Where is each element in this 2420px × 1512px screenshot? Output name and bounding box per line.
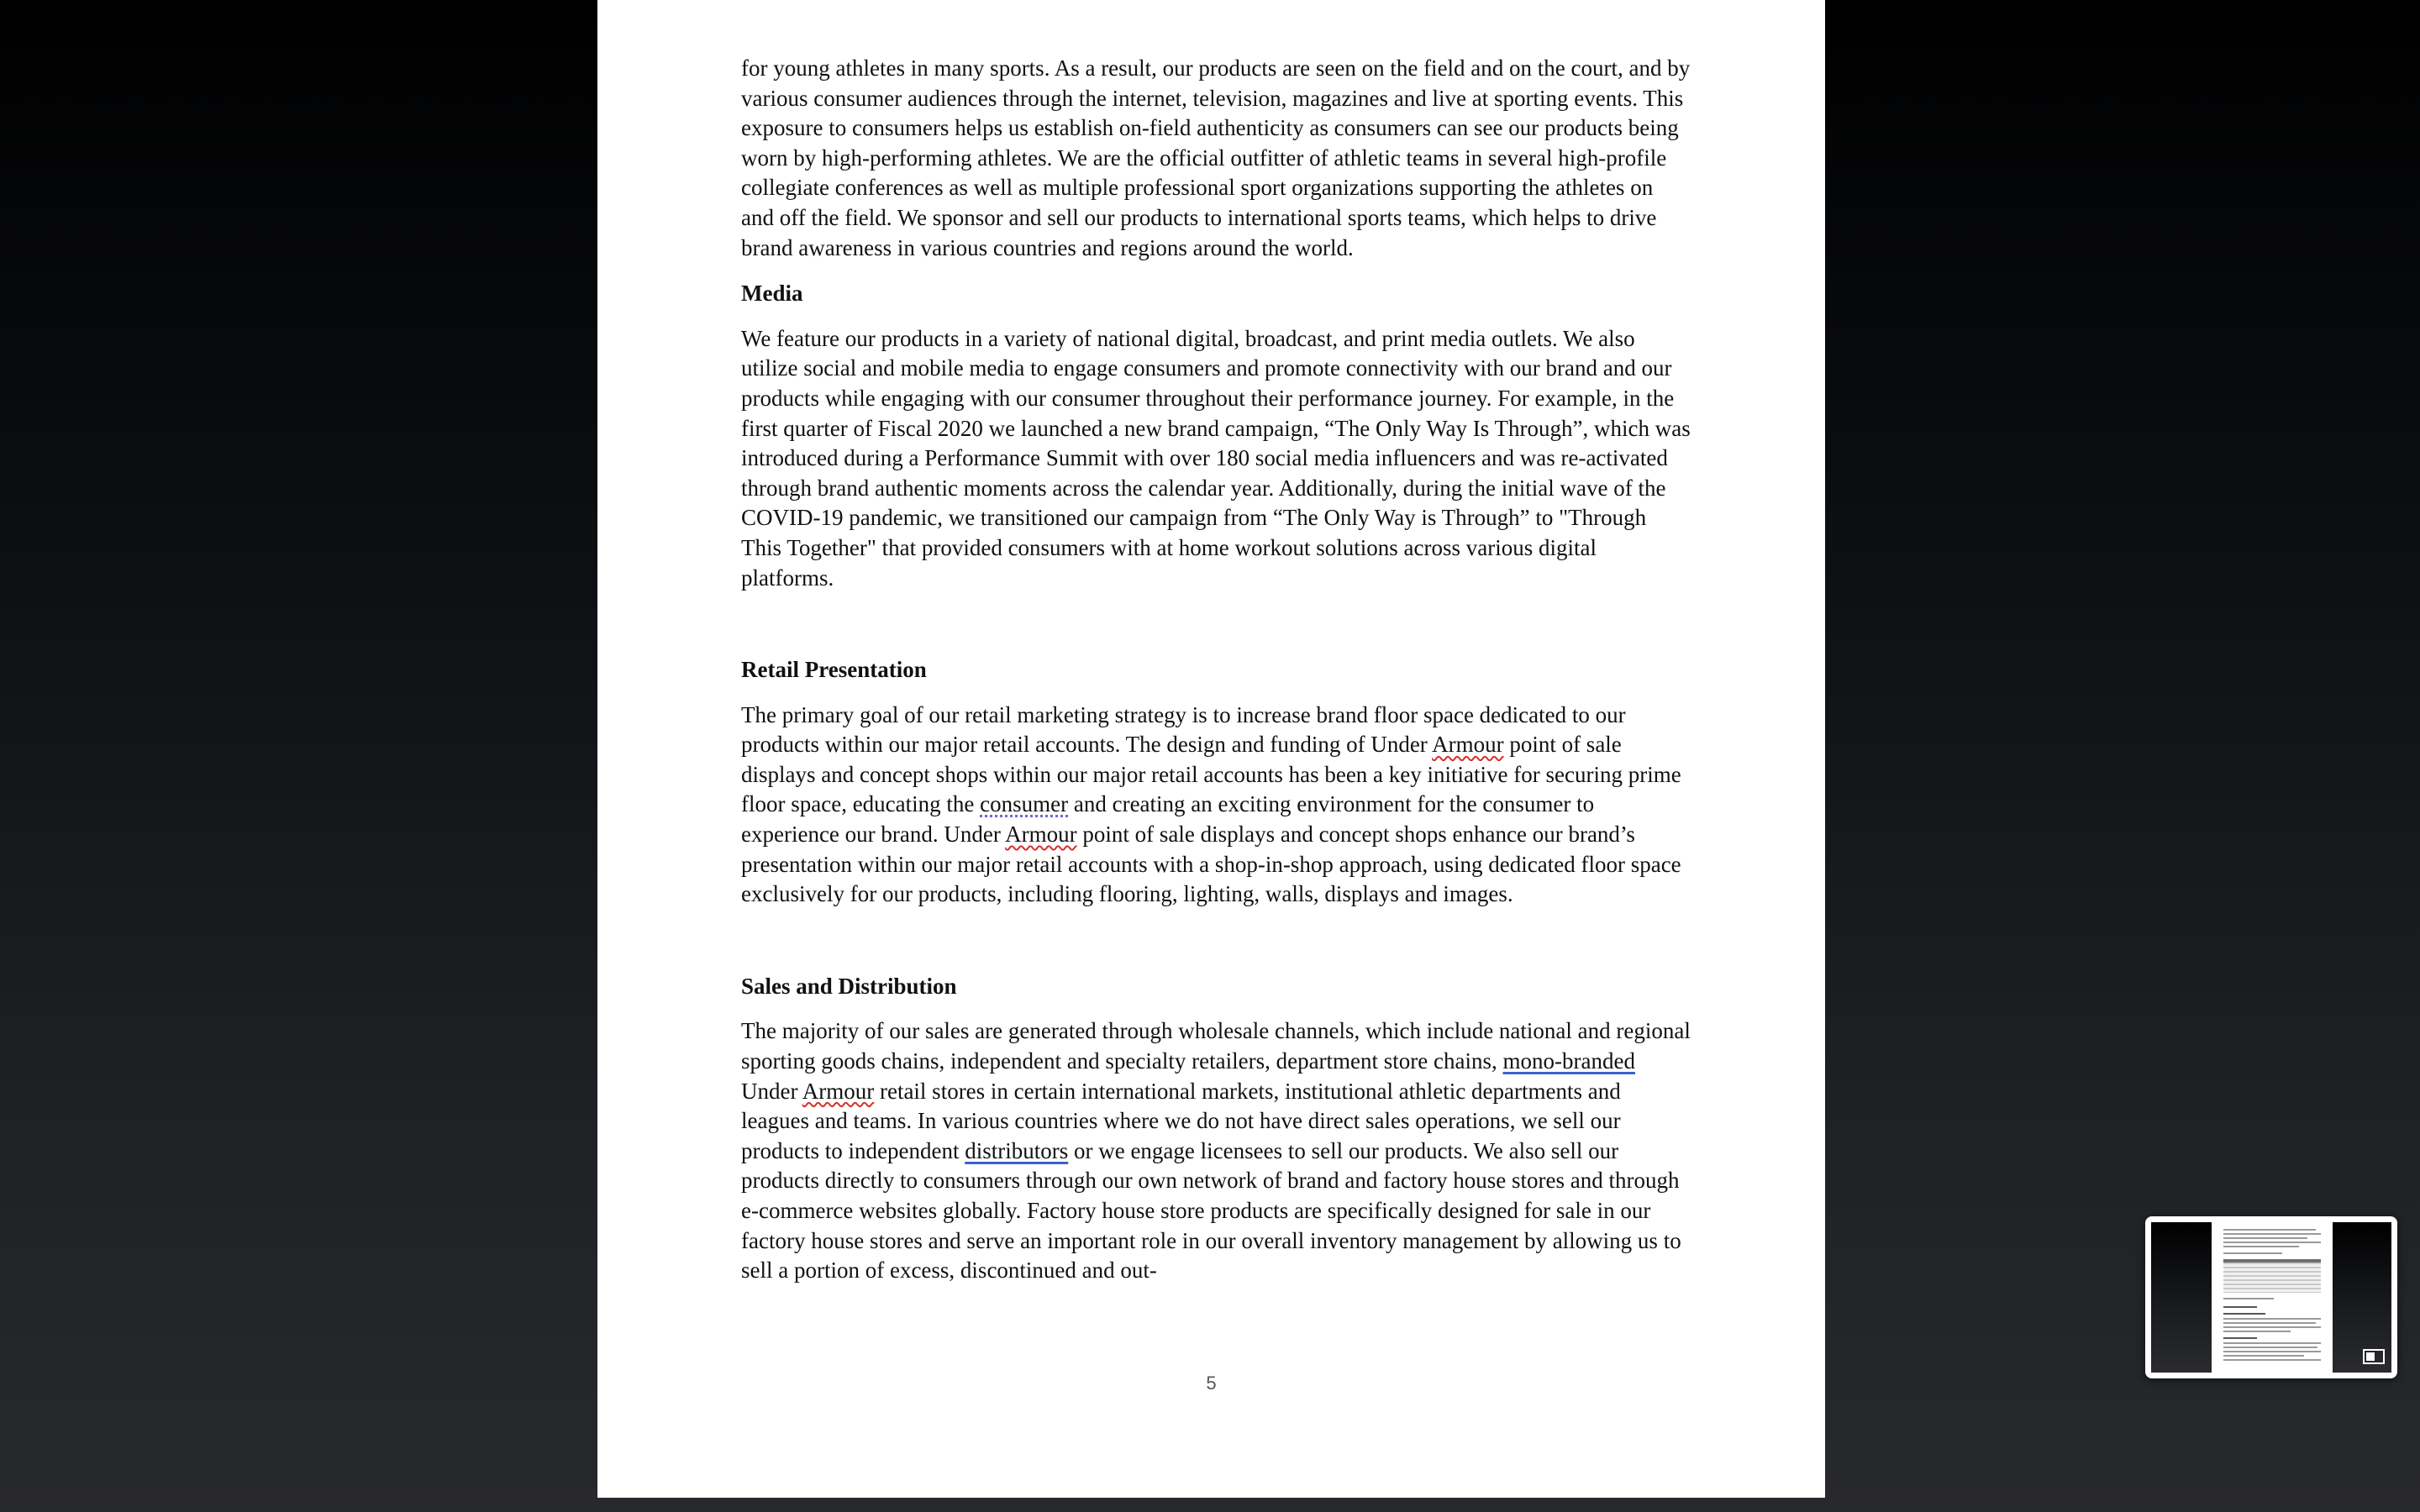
- grammar-flag-distributors[interactable]: distributors: [965, 1137, 1069, 1163]
- spelling-flag-armour[interactable]: Armour: [1005, 822, 1077, 848]
- text-run: point of sale displays and concept shops within our major retail accounts has been a key initiative for securing prime floor space, educating the: [741, 732, 1681, 817]
- window-screenshot-icon: [2363, 1349, 2385, 1364]
- grammar-flag-consumer[interactable]: consumer: [980, 791, 1069, 817]
- spelling-flag-armour[interactable]: Armour: [1432, 732, 1504, 758]
- paragraph-sales-distribution: [741, 1016, 1691, 1285]
- spelling-flag-armour[interactable]: Armour: [802, 1078, 875, 1104]
- paragraph-retail-presentation: [741, 701, 1691, 910]
- thumbnail-page: [2212, 1222, 2333, 1373]
- page-number: 5: [1206, 1373, 1217, 1394]
- text-run: or we engage licensees to sell our products. We also sell our products directly to consumers through our own network of brand and factory house stores and through e-commerce websites globally. Factory house store products are specifically designed for sale in our factory house stores and serve an important role in our overall inventory management by allowing us to sell a portion of excess, discontinued and out-: [741, 1137, 1681, 1284]
- text-run: point of sale displays and concept shops enhance our brand’s presentation within our major retail accounts with a shop-in-shop approach, using dedicated floor space exclusively for our products, including flooring, lighting, walls, displays and images.: [741, 822, 1681, 907]
- text-run: The primary goal of our retail marketing strategy is to increase brand floor space dedicated to our products within our major retail accounts. The design and funding of Under: [741, 701, 1626, 758]
- heading-media: Media: [741, 281, 803, 307]
- thumbnail-image: [2151, 1222, 2391, 1373]
- grammar-flag-mono-branded[interactable]: mono-branded: [1502, 1048, 1635, 1074]
- text-run: The majority of our sales are generated through wholesale channels, which include national and regional sporting goods chains, independent and specialty retailers, department store chains,: [741, 1018, 1691, 1074]
- document-page: [597, 0, 1825, 1498]
- screenshot-thumbnail-preview[interactable]: [2145, 1216, 2397, 1378]
- text-run: Under: [741, 1078, 802, 1104]
- text-run: retail stores in certain international markets, institutional athletic departments and leagues and teams. In various countries where we do not have direct sales operations, we sell our products to independent: [741, 1078, 1621, 1163]
- page-content: [741, 54, 1691, 1286]
- text-run: and creating an exciting environment for the consumer to experience our brand. Under: [741, 791, 1595, 848]
- heading-retail-presentation: Retail Presentation: [741, 657, 927, 683]
- paragraph-intro: for young athletes in many sports. As a result, our products are seen on the field and on the court, and by various consumer audiences through the internet, television, magazines and live at sporting events. This exposure to consumers helps us establish on-field authenticity as consumers can see our products being worn by high-performing athletes. We are the official outfitter of athletic teams in several high-profile collegiate conferences as well as multiple professional sport organizations supporting the athletes on and off the field. We sponsor and sell our products to international sports teams, which helps to drive brand awareness in various countries and regions around the world.: [741, 55, 1691, 260]
- heading-sales-distribution: Sales and Distribution: [741, 973, 957, 999]
- paragraph-media: We feature our products in a variety of national digital, broadcast, and print media outlets. We also utilize social and mobile media to engage consumers and promote connectivity with our brand and our products while engaging with our consumer throughout their performance journey. For example, in the first quarter of Fiscal 2020 we launched a new brand campaign, “The Only Way Is Through”, which was introduced during a Performance Summit with over 180 social media influencers and was re-activated through brand authentic moments across the calendar year. Additionally, during the initial wave of the COVID-19 pandemic, we transitioned our campaign from “The Only Way is Through” to "Through This Together" that provided consumers with at home workout solutions across various digital platforms.: [741, 325, 1691, 591]
